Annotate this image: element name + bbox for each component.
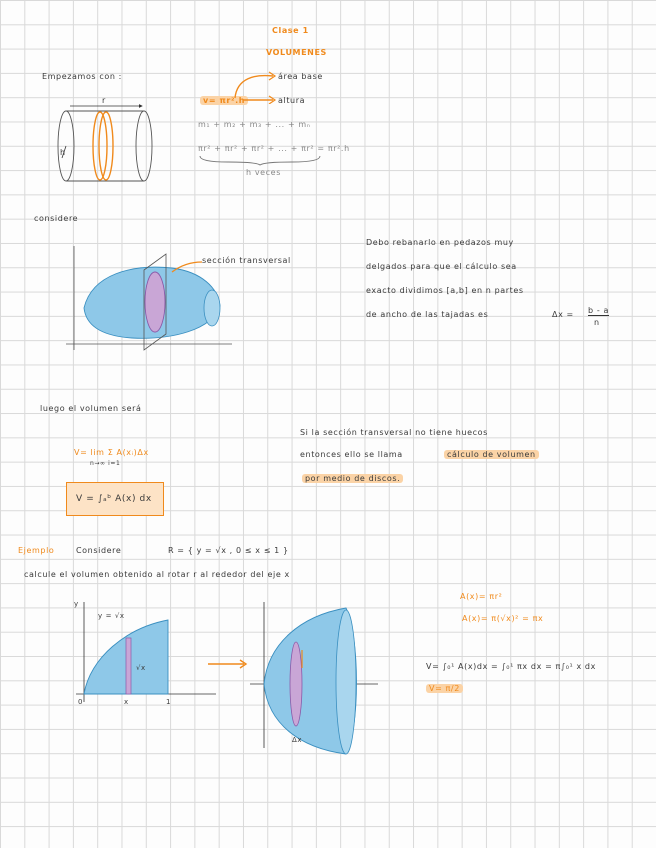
area-formula-2: A(x)= π(√x)² = πx	[462, 614, 544, 623]
brace	[198, 154, 322, 166]
delta-x: Δx =	[552, 310, 574, 319]
plot-curve-label: y = √x	[98, 612, 125, 620]
page-title: Clase 1	[272, 26, 309, 35]
sum-line: m₁ + m₂ + m₃ + ... + mₙ	[198, 120, 311, 129]
dim-r: r	[102, 96, 106, 105]
rotation-arrow	[206, 658, 250, 670]
example-considere: Considere	[76, 546, 122, 555]
dim-h: h	[60, 148, 66, 157]
plot-origin: 0	[78, 698, 84, 706]
then-volume: luego el volumen será	[40, 404, 142, 413]
frac-num: b - a	[588, 306, 609, 315]
lim-formula: V= lim Σ A(xᵢ)Δx	[74, 448, 149, 457]
note-highlight-1: cálculo de volumen	[444, 450, 539, 459]
para-line-4: de ancho de las tajadas es	[366, 310, 489, 319]
volume-integral-line: V= ∫₀¹ A(x)dx = ∫₀¹ πx dx = π∫₀¹ x dx	[426, 662, 596, 671]
plot-root-label: √x	[136, 664, 146, 672]
plot-x-tick: x	[124, 698, 129, 706]
formula-arrows	[225, 70, 285, 104]
cross-section-label: sección transversal	[202, 256, 291, 265]
para-line-3: exacto dividimos [a,b] en n partes	[366, 286, 524, 295]
para-line-1: Debo rebanarlo en pedazos muy	[366, 238, 514, 247]
note-highlight-2: por medio de discos.	[302, 474, 403, 483]
example-desc: calcule el volumen obtenido al rotar r al rededor del eje x	[24, 570, 290, 579]
cross-section-arrow	[166, 256, 206, 276]
sum-line-2: πr² + πr² + πr² + ... + πr² = πr².h	[198, 144, 350, 153]
plot-y-label: y	[74, 600, 79, 608]
para-line-2: delgados para que el cálculo sea	[366, 262, 517, 271]
lim-sub: n→∞ i=1	[90, 460, 121, 467]
volume-formula: v= πr².h	[200, 96, 248, 105]
note-line-1: Si la sección transversal no tiene huecos	[300, 428, 488, 437]
page-subtitle: VOLUMENES	[266, 48, 327, 57]
area-formula-1: A(x)= πr²	[460, 592, 503, 601]
solid-of-revolution	[246, 598, 384, 758]
considere-label: considere	[34, 214, 79, 223]
example-region: R = { y = √x , 0 ≤ x ≤ 1 }	[168, 546, 289, 555]
region-plot	[66, 598, 222, 712]
intro-start: Empezamos con :	[42, 72, 122, 81]
solid-dx-label: Δx	[292, 736, 303, 744]
plot-one-tick: 1	[166, 698, 172, 706]
volume-result: V= π/2	[426, 684, 463, 693]
example-label: Ejemplo	[18, 546, 55, 555]
area-base-label: área base	[278, 72, 323, 81]
height-label: altura	[278, 96, 306, 105]
integral-formula: V = ∫ₐᵇ A(x) dx	[76, 494, 152, 504]
note-line-2: entonces ello se llama	[300, 450, 403, 459]
times-label: h veces	[246, 168, 281, 177]
cylinder-figure	[52, 96, 156, 188]
frac-den: n	[594, 318, 600, 327]
